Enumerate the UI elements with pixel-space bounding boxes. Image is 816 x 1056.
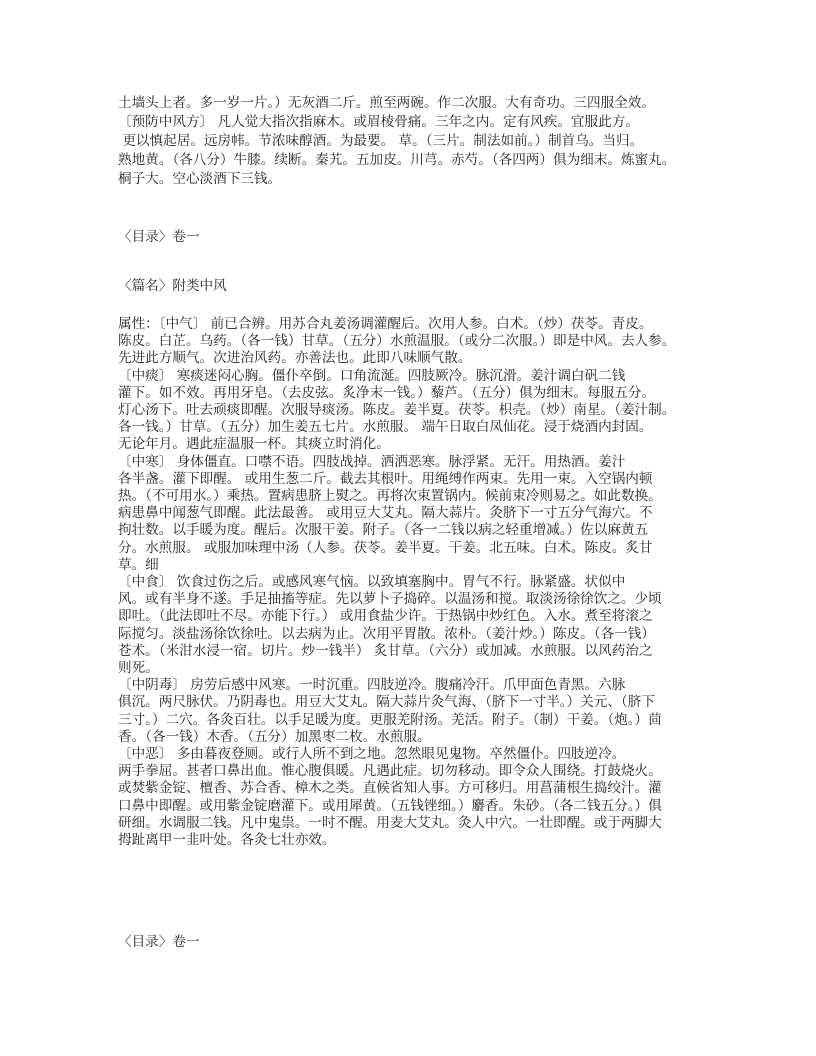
text-line: 〔中痰〕 寒痰迷闷心胸。僵仆卒倒。口角流涎。四肢厥冷。脉沉滑。姜汁调白矾二钱: [118, 367, 626, 384]
text-line: 桐子大。空心淡酒下三钱。: [118, 171, 282, 187]
text-line: 土墙头上者。多一岁一片。）无灰酒二斤。煎至两碗。作二次服。大有奇功。三四服全效。: [118, 95, 655, 111]
text-line: 〔中寒〕 身体僵直。口噤不语。四肢战掉。洒洒恶寒。脉浮紧。无汗。用热酒。姜汁: [118, 453, 626, 470]
text-line: 风。或有半身不遂。手足抽搐等症。先以萝卜子捣碎。以温汤和搅。取淡汤徐徐饮之。少顷: [118, 591, 662, 608]
text-line: 口鼻中即醒。或用紫金锭磨灌下。或用犀黄。（五钱锉细。）麝香。朱砂。（各二钱五分。）俱: [118, 797, 662, 814]
text-line: 则死。: [118, 660, 159, 677]
text-line: 或焚紫金锭、檀香、苏合香、樟木之类。直候省知人事。方可移归。用菖蒲根生捣绞汁。灌: [118, 780, 662, 797]
toc-label-footer: 〈目录〉卷一: [118, 934, 200, 950]
text-line: 陈皮。白芷。乌药。（各一钱）甘草。（五分）水煎温服。（或分二次服。）即是中风。去人参。: [118, 333, 676, 350]
text-line: 无论年月。遇此症温服一杯。其痰立时消化。: [118, 436, 390, 453]
toc-label: 〈目录〉卷一: [118, 229, 200, 245]
text-line: 灌下。如不效。再用牙皂。（去皮弦。炙净末一钱。）藜芦。（五分）俱为细末。每服五分。: [118, 384, 655, 401]
text-line: 研细。水调服二钱。凡中鬼祟。一时不醒。用麦大艾丸。灸人中穴。一壮即醒。或于两脚大: [118, 814, 662, 831]
text-line: 苍术。（米泔水浸一宿。切片。炒一钱半） 炙甘草。（六分）或加减。水煎服。以风药治之: [118, 642, 653, 659]
text-line: 即吐。（此法即吐不尽。亦能下行。） 或用食盐少许。于热锅中炒红色。入水。煮至将滚之: [118, 608, 653, 625]
text-line: 灯心汤下。吐去顽痰即醒。次服导痰汤。陈皮。姜半夏。茯苓。枳壳。（炒）南星。（姜汁制。: [118, 402, 676, 419]
text-line: 各一钱。）甘草。（五分）加生姜五七片。水煎服。 端午日取白凤仙花。浸于烧酒内封固。: [118, 419, 653, 436]
text-line: 拘壮数。以手暖为度。醒后。次服干姜。附子。（各一二钱以病之轻重增减。）佐以麻黄五: [118, 522, 649, 539]
text-line: 熟地黄。（各八分）牛膝。续断。秦艽。五加皮。川芎。赤芍。（各四两）俱为细末。炼蜜丸。: [118, 152, 676, 168]
text-line: 三寸。）二穴。各灸百壮。以手足暖为度。更服羌附汤。羌活。附子。（制）干姜。（炮。）茴: [118, 711, 662, 728]
text-line: 〔中恶〕 多由暮夜登厕。或行人所不到之地。忽然眼见鬼物。卒然僵仆。四肢逆冷。: [118, 746, 626, 763]
text-line: 两手拳屈。甚者口鼻出血。惟心腹俱暖。凡遇此症。切勿移动。即令众人围绕。打鼓烧火。: [118, 763, 662, 780]
text-line: 病患鼻中闻葱气即醒。此法最善。 或用豆大艾丸。隔大蒜片。灸脐下一寸五分气海穴。不: [118, 505, 653, 522]
text-line: 分。水煎服。 或服加味理中汤（人参。茯苓。姜半夏。干姜。北五味。白术。陈皮。炙甘: [118, 539, 653, 556]
text-line: 〔预防中风方〕 凡人觉大指次指麻木。或眉棱骨痛。三年之内。定有风疾。宜服此方。: [118, 114, 639, 130]
text-line: 草。细: [118, 556, 159, 573]
text-line: 先进此方顺气。次进治风药。亦善法也。此即八味顺气散。: [118, 350, 472, 367]
section-title: 〈篇名〉附类中风: [118, 278, 227, 294]
text-line: 〔中食〕 饮食过伤之后。或感风寒气恼。以致填塞胸中。胃气不行。脉紧盛。状似中: [118, 574, 626, 591]
text-line: 热。（不可用水。）乘热。置病患脐上熨之。再将次束置锅内。候前束冷则易之。如此数换。: [118, 488, 662, 505]
body-text-block: [118, 316, 675, 849]
text-line: 俱沉。两尺脉伏。乃阴毒也。用豆大艾丸。隔大蒜片灸气海、（脐下一寸半。）关元、（脐下: [118, 694, 655, 711]
text-line: 拇趾离甲一韭叶处。各灸七壮亦效。: [118, 832, 336, 849]
text-line: 更以慎起居。远房帏。节浓味醇酒。为最要。 草。（三片。制法如前。）制首乌。当归。: [118, 133, 644, 149]
text-line: 各半盏。灌下即醒。 或用生葱二斤。截去其根叶。用绳缚作两束。先用一束。入空锅内顿: [118, 470, 653, 487]
text-line: 际搅匀。淡盐汤徐饮徐吐。以去病为止。次用平胃散。浓朴。（姜汁炒。）陈皮。（各一钱）: [118, 625, 655, 642]
text-line: 香。（各一钱）木香。（五分）加黑枣二枚。水煎服。: [118, 728, 431, 745]
text-line: 〔中阴毒〕 房劳后感中风寒。一时沉重。四肢逆冷。腹痛冷汗。爪甲面色青黑。六脉: [118, 677, 626, 694]
text-line: 属性：〔中气〕 前已合辨。用苏合丸姜汤调灌醒后。次用人参。白术。（炒）茯苓。青皮。: [118, 316, 653, 332]
continued-text-block: [118, 94, 675, 189]
